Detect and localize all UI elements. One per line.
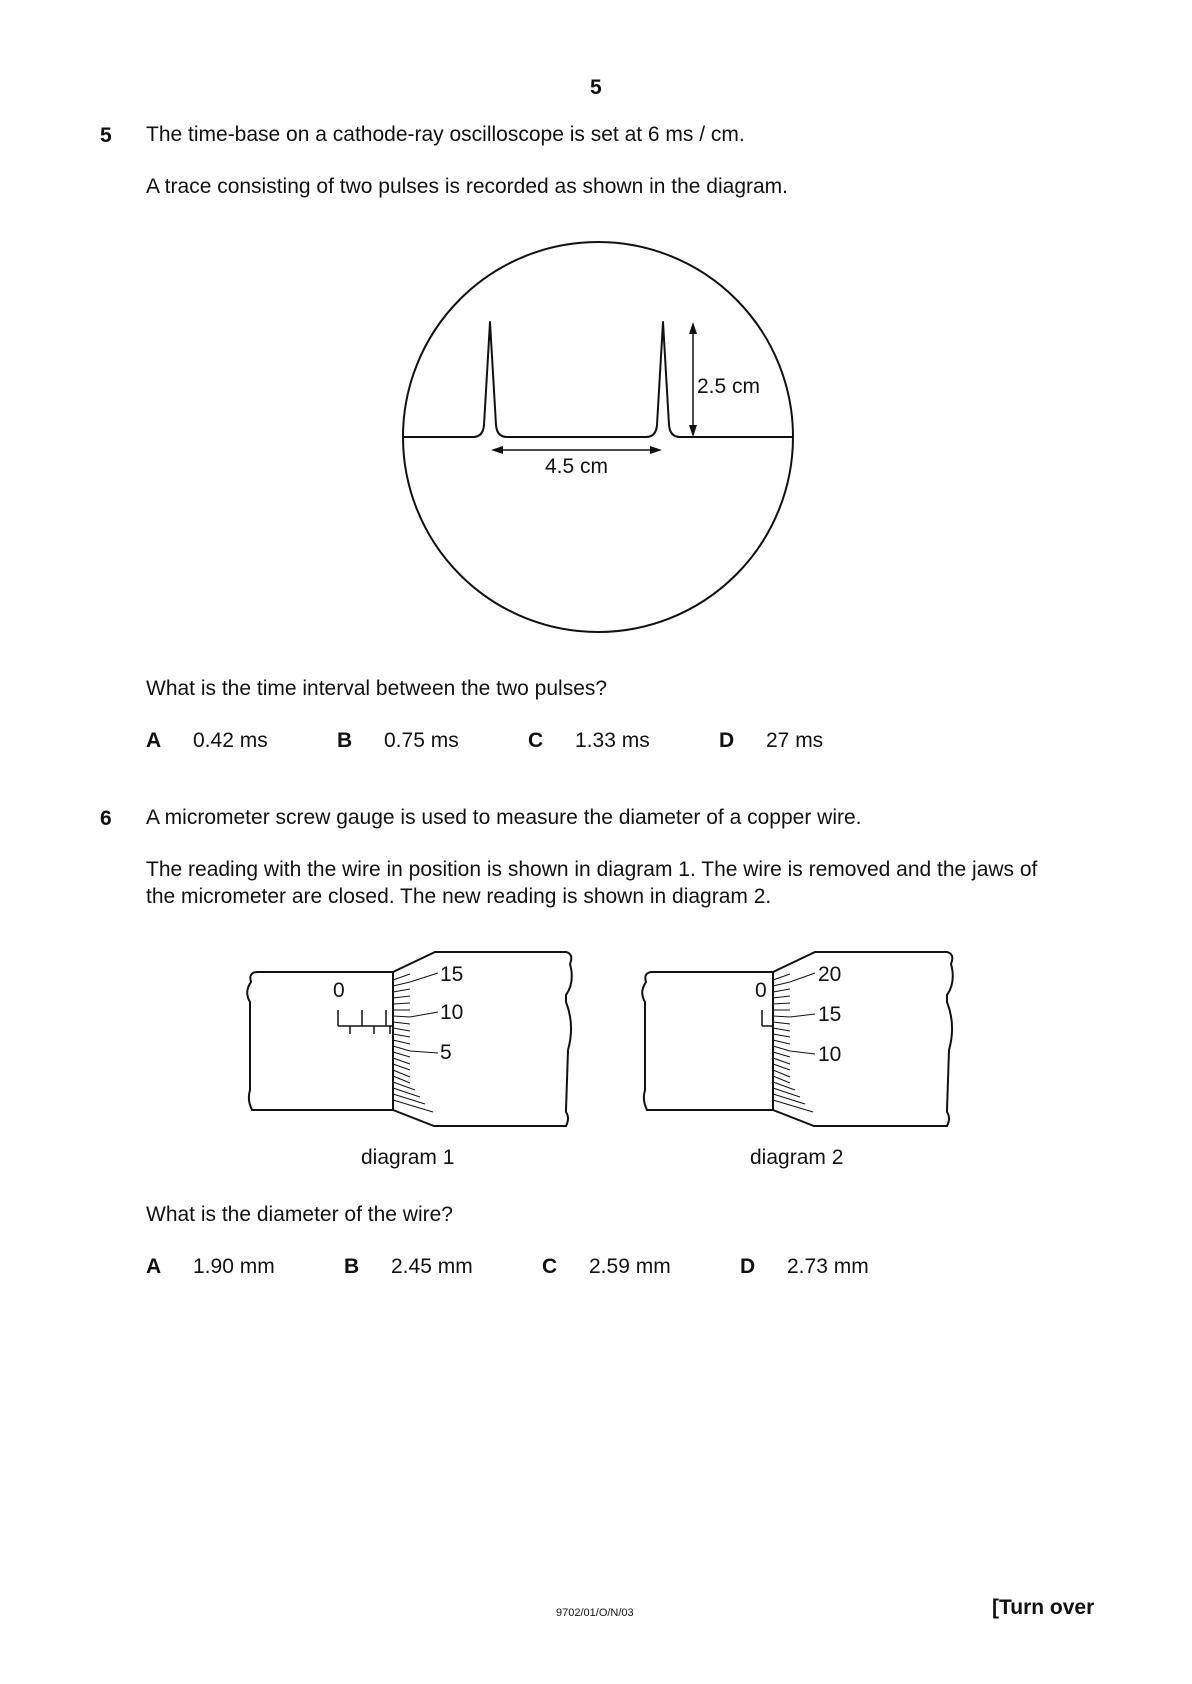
height-label: 2.5 cm <box>697 375 761 398</box>
q5-option-d-letter: D <box>719 729 735 752</box>
q5-option-a-letter: A <box>146 729 162 752</box>
d2-thimble-label-10: 10 <box>818 1043 842 1066</box>
q6-option-b-value: 2.45 mm <box>391 1255 473 1278</box>
question-5-prompt: What is the time interval between the two pulses? <box>146 677 608 700</box>
q6-option-c-value: 2.59 mm <box>589 1255 671 1278</box>
q5-option-c-value: 1.33 ms <box>575 729 650 752</box>
diagram-1-caption: diagram 1 <box>361 1146 455 1169</box>
d1-thimble-label-15: 15 <box>440 963 464 986</box>
q5-option-b-value: 0.75 ms <box>384 729 459 752</box>
question-5-stem-1: The time-base on a cathode-ray oscilloscope is set at 6 ms / cm. <box>146 123 745 146</box>
q5-option-d-value: 27 ms <box>766 729 824 752</box>
d1-thimble-label-5: 5 <box>440 1041 452 1064</box>
q6-option-a-value: 1.90 mm <box>193 1255 275 1278</box>
d2-thimble-label-20: 20 <box>818 963 842 986</box>
question-6-stem-1: A micrometer screw gauge is used to measure the diameter of a copper wire. <box>146 806 862 829</box>
q6-option-a-letter: A <box>146 1255 162 1278</box>
q5-option-a-value: 0.42 ms <box>193 729 268 752</box>
q6-option-b-letter: B <box>344 1255 360 1278</box>
d2-thimble-label-15: 15 <box>818 1003 842 1026</box>
micrometer-diagram-2 <box>642 952 953 1126</box>
q6-option-d-letter: D <box>740 1255 756 1278</box>
question-6-stem-2-line-1: The reading with the wire in position is shown in diagram 1. The wire is removed and the jaws of <box>146 858 1038 881</box>
separation-label: 4.5 cm <box>545 455 609 478</box>
q6-option-d-value: 2.73 mm <box>787 1255 869 1278</box>
question-6-stem-2-line-2: the micrometer are closed. The new reading is shown in diagram 2. <box>146 885 772 908</box>
paper-code: 9702/01/O/N/03 <box>556 1607 634 1619</box>
question-5-number: 5 <box>100 124 112 147</box>
question-6-number: 6 <box>100 807 112 830</box>
q6-option-c-letter: C <box>542 1255 558 1278</box>
q5-option-b-letter: B <box>337 729 353 752</box>
q5-option-c-letter: C <box>528 729 544 752</box>
micrometer-diagrams <box>0 930 1192 1160</box>
turn-over: [Turn over <box>992 1596 1095 1619</box>
question-5-stem-2: A trace consisting of two pulses is recorded as shown in the diagram. <box>146 175 788 198</box>
d1-sleeve-zero: 0 <box>333 979 345 1002</box>
page-number: 5 <box>590 76 602 99</box>
oscilloscope-diagram <box>0 0 1192 700</box>
diagram-2-caption: diagram 2 <box>750 1146 844 1169</box>
d1-thimble-label-10: 10 <box>440 1001 464 1024</box>
micrometer-diagram-1 <box>247 952 572 1126</box>
d2-sleeve-zero: 0 <box>755 979 767 1002</box>
question-6-prompt: What is the diameter of the wire? <box>146 1203 453 1226</box>
